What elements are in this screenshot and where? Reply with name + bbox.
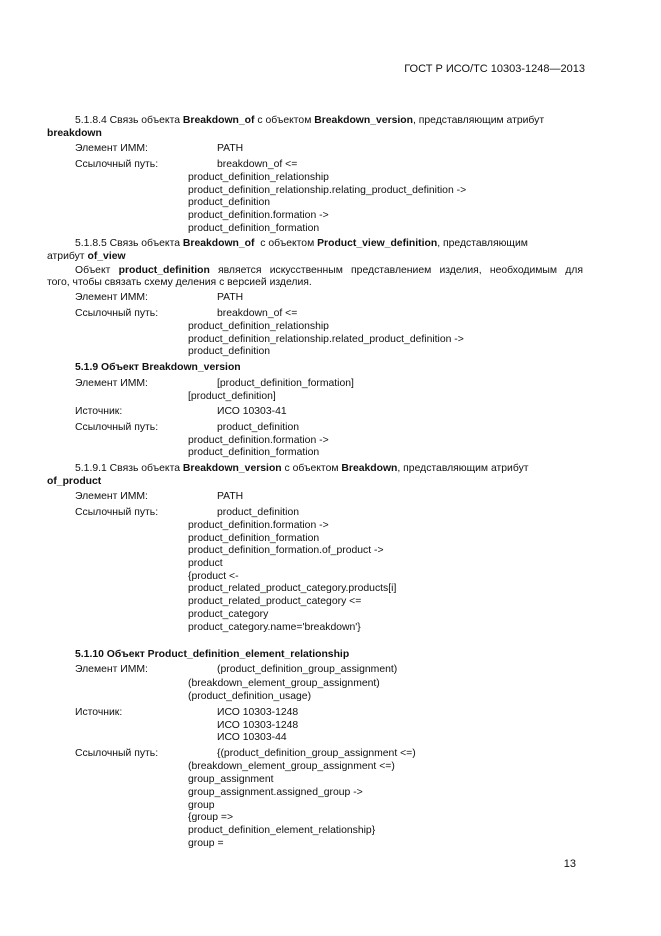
clause-5-1-9-1-heading <box>75 462 529 475</box>
imm-element-label: Элемент ИММ: <box>75 491 148 502</box>
ref-path-line: group <box>188 800 215 811</box>
ref-path-line: product_definition <box>188 197 271 208</box>
entity-name: Breakdown <box>341 463 398 474</box>
entity-name: Breakdown_of <box>182 115 255 126</box>
ref-path-line: product <box>188 558 223 569</box>
ref-path-line: (breakdown_element_group_assignment <=) <box>188 761 395 772</box>
imm-element-value: [product_definition] <box>188 391 276 402</box>
clause-text: , представляющим <box>437 238 528 249</box>
page-number: 13 <box>563 858 576 870</box>
entity-name: Breakdown_version <box>314 115 413 126</box>
ref-path-line: product_definition_relationship.relating_product_definition -> <box>188 185 467 196</box>
ref-path-line: product_definition_formation <box>188 447 320 458</box>
clause-text: 5.1.8.4 Связь объекта <box>75 115 183 126</box>
ref-path-line: product_definition_formation.of_product -> <box>188 545 384 556</box>
ref-path-line: product_definition_relationship.related_product_definition -> <box>188 334 464 345</box>
ref-path-line: product_related_product_category <= <box>188 596 362 607</box>
clause-5-1-8-4-heading <box>75 114 544 127</box>
ref-path-label: Ссылочный путь: <box>75 507 159 518</box>
ref-path-line: product_definition.formation -> <box>188 210 329 221</box>
ref-path-line: {(product_definition_group_assignment <=) <box>217 748 416 759</box>
clause-text: Объект <box>75 265 119 276</box>
ref-path-label: Ссылочный путь: <box>75 308 159 319</box>
clause-text: с объектом <box>254 238 318 249</box>
ref-path-line: {group => <box>188 812 234 823</box>
ref-path-line: product_related_product_category.products[i] <box>188 583 397 594</box>
attribute-line <box>47 250 126 263</box>
ref-path-line: product_definition_element_relationship} <box>188 825 376 836</box>
attribute-name: of_view <box>87 251 126 262</box>
clause-text: 5.1.9.1 Связь объекта <box>75 463 183 474</box>
ref-path-line: product_category <box>188 609 269 620</box>
ref-path-line: product_definition_formation <box>188 223 320 234</box>
source-label: Источник: <box>75 707 123 718</box>
section-5-1-10-title: 5.1.10 Объект Product_definition_element_relationship <box>75 649 350 660</box>
imm-element-label: Элемент ИММ: <box>75 378 148 389</box>
ref-path-line: product_definition <box>217 507 300 518</box>
entity-name: Breakdown_version <box>182 463 282 474</box>
clause-text: атрибут <box>47 251 88 262</box>
imm-element-value: [product_definition_formation] <box>217 378 354 389</box>
ref-path-label: Ссылочный путь: <box>75 748 159 759</box>
entity-name: Product_view_definition <box>317 238 438 249</box>
ref-path-line: product_definition <box>217 422 300 433</box>
ref-path-line: product_definition_relationship <box>188 172 329 183</box>
clause-text: является искусственным представлением изделия, необходимым для <box>209 265 583 276</box>
entity-name: product_definition <box>118 265 210 276</box>
attribute-name: of_product <box>47 476 102 487</box>
source-label: Источник: <box>75 406 123 417</box>
ref-path-label: Ссылочный путь: <box>75 422 159 433</box>
ref-path-line: product_definition.formation -> <box>188 435 329 446</box>
clause-text: с объектом <box>281 463 342 474</box>
document-header: ГОСТ Р ИСО/ТС 10303-1248—2013 <box>404 63 585 75</box>
ref-path-label: Ссылочный путь: <box>75 159 159 170</box>
ref-path-line: product_definition.formation -> <box>188 520 329 531</box>
attribute-name: breakdown <box>47 128 102 139</box>
imm-element-value: PATH <box>217 292 244 303</box>
ref-path-line: product_definition_relationship <box>188 321 329 332</box>
imm-element-value: (product_definition_group_assignment) <box>217 664 398 675</box>
source-value: ИСО 10303-44 <box>217 732 287 743</box>
clause-text: , представляющим атрибут <box>397 463 529 474</box>
ref-path-line: product_definition <box>188 346 271 357</box>
imm-element-value: (product_definition_usage) <box>188 691 312 702</box>
ref-path-line: breakdown_of <= <box>217 159 298 170</box>
ref-path-line: product_category.name='breakdown'} <box>188 622 361 633</box>
ref-path-line: group_assignment.assigned_group -> <box>188 787 363 798</box>
clause-text: 5.1.8.5 Связь объекта <box>75 238 183 249</box>
ref-path-line: group = <box>188 838 224 849</box>
imm-element-label: Элемент ИММ: <box>75 143 148 154</box>
ref-path-line: group_assignment <box>188 774 274 785</box>
entity-name: Breakdown_of <box>182 238 255 249</box>
imm-element-value: (breakdown_element_group_assignment) <box>188 678 380 689</box>
source-value: ИСО 10303-1248 <box>217 720 299 731</box>
imm-element-value: PATH <box>217 143 244 154</box>
imm-element-label: Элемент ИММ: <box>75 664 148 675</box>
imm-element-value: PATH <box>217 491 244 502</box>
clause-text: с объектом <box>254 115 315 126</box>
ref-path-line: product_definition_formation <box>188 533 320 544</box>
section-5-1-9-title: 5.1.9 Объект Breakdown_version <box>75 362 241 373</box>
note-paragraph-line2: того, чтобы связать схему деления с версией изделия. <box>47 277 312 288</box>
ref-path-line: breakdown_of <= <box>217 308 298 319</box>
clause-text: , представляющим атрибут <box>412 115 545 126</box>
source-value: ИСО 10303-1248 <box>217 707 299 718</box>
ref-path-line: {product <- <box>188 571 239 582</box>
clause-5-1-8-5-heading <box>75 237 528 250</box>
source-value: ИСО 10303-41 <box>217 406 287 417</box>
imm-element-label: Элемент ИММ: <box>75 292 148 303</box>
